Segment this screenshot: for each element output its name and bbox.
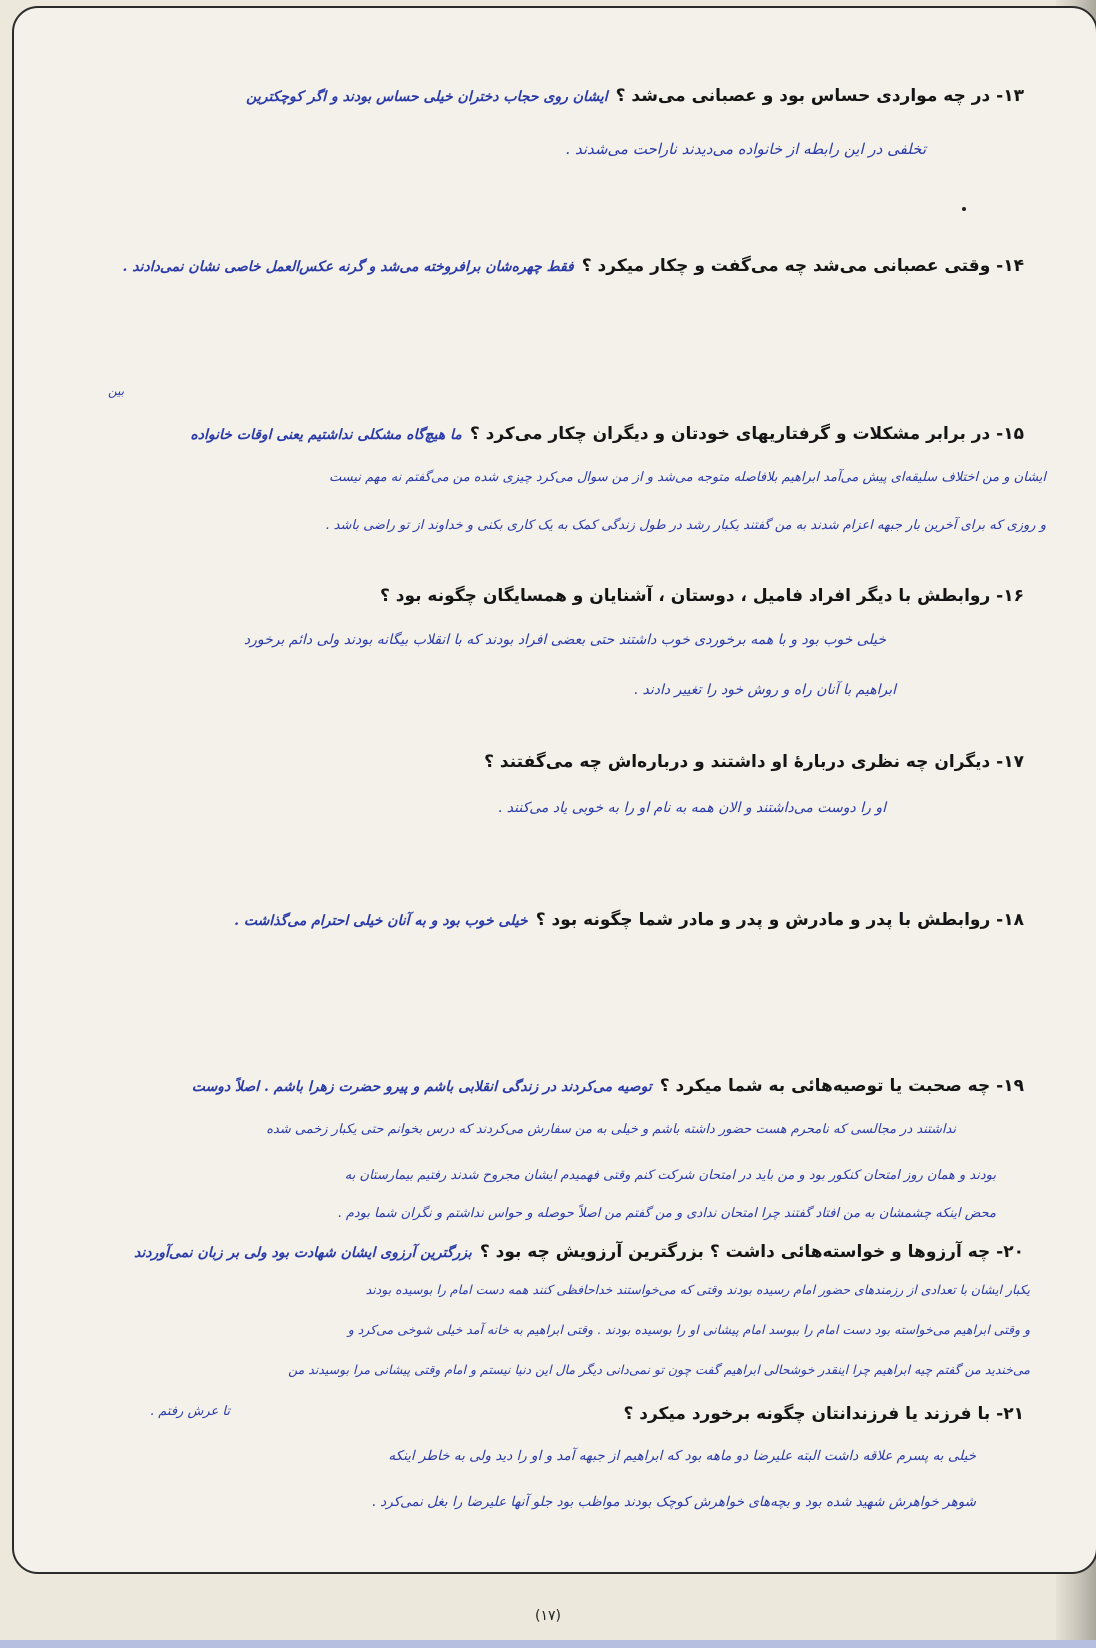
question-14-text: ۱۴- وقتی عصبانی می‌شد چه می‌گفت و چکار میکرد ؟ — [581, 256, 1024, 276]
answer-21-line-2: شوهر خواهرش شهید شده بود و بچه‌های خواهرش کوچک بودند مواظب بود جلو آنها علیرضا را بغل نمی‌کرد . — [371, 1494, 976, 1510]
answer-14-inline: فقط چهره‌شان برافروخته می‌شد و گرنه عکس‌العمل خاصی نشان نمی‌دادند . — [122, 259, 574, 275]
question-13 — [246, 86, 1024, 106]
answer-15-inline: ما هیچ‌گاه مشکلی نداشتیم یعنی اوقات خانواده — [190, 427, 462, 443]
answer-20-line-3: می‌خندید من گفتم چیه ابراهیم چرا اینقدر خوشحالی ابراهیم گفت چون تو نمی‌دانی دیگر مال این دنیا نیستم و امام وقتی پیشانی مرا بوسیدند من — [288, 1362, 1030, 1377]
answer-20-line-1: یکبار ایشان با تعدادی از رزمندهای حضور امام رسیده بودند وقتی که می‌خواستند خداحافظی کنند همه دست امام را بوسیده بودند — [365, 1282, 1030, 1297]
answer-20-inline: بزرگترین آرزوی ایشان شهادت بود ولی بر زبان نمی‌آوردند — [134, 1245, 472, 1261]
question-16 — [380, 586, 1024, 606]
answer-13-inline: ایشان روی حجاب دختران خیلی حساس بودند و اگر کوچکترین — [246, 89, 608, 105]
question-14 — [123, 256, 1024, 276]
answer-16-line-1: خیلی خوب بود و با همه برخوردی خوب داشتند حتی بعضی افراد بودند که با انقلاب بیگانه بودند ولی دائم برخورد — [243, 632, 886, 648]
question-20-text: ۲۰- چه آرزوها و خواسته‌هائی داشت ؟ بزرگترین آرزویش چه بود ؟ — [479, 1242, 1024, 1262]
scan-edge-line — [0, 1640, 1096, 1648]
question-19 — [192, 1076, 1024, 1096]
answer-18-inline: خیلی خوب بود و به آنان خیلی احترام می‌گذاشت . — [234, 913, 528, 929]
answer-13-line-1: تخلفی در این رابطه از خانواده می‌دیدند ناراحت می‌شدند . — [565, 140, 926, 158]
answer-20-line-4: تا عرش رفتم . — [150, 1404, 230, 1419]
answer-19-inline: توصیه می‌کردند در زندگی انقلابی باشم و پیرو حضرت زهرا باشم . اصلاً دوست — [191, 1079, 652, 1095]
question-18 — [234, 910, 1024, 930]
answer-21-line-1: خیلی به پسرم علاقه داشت البته علیرضا دو ماهه بود که ابراهیم از جبهه آمد و او را دید ولی به خاطر اینکه — [388, 1448, 976, 1464]
question-18-text: ۱۸- روابطش با پدر و مادرش و پدر و مادر شما چگونه بود ؟ — [535, 910, 1024, 930]
question-16-text: ۱۶- روابطش با دیگر افراد فامیل ، دوستان ، آشنایان و همسایگان چگونه بود ؟ — [379, 586, 1024, 606]
answer-15-line-2: و روزی که برای آخرین بار جبهه اعزام شدند به من گفتند یکبار رشد در طول زندگی کمک به یک کاری بکنی و خداوند از تو راضی باشد . — [325, 518, 1046, 533]
question-13-text: ۱۳- در چه مواردی حساس بود و عصبانی می‌شد ؟ — [615, 86, 1024, 106]
answer-19-line-1: نداشتند در مجالسی که نامحرم هست حضور داشته باشم و خیلی به من سفارش می‌کردند که درس بخوانم حتی یکبار زخمی شده — [266, 1122, 956, 1137]
answer-16-line-2: ابراهیم با آنان راه و روش خود را تغییر دادند . — [633, 682, 896, 698]
answer-15-line-1: ایشان و من اختلاف سلیقه‌ای پیش می‌آمد ابراهیم بلافاصله متوجه می‌شد و از من سوال می‌کرد چیزی شده من می‌گفتم نه مهم نیست — [329, 470, 1046, 485]
stray-mark — [962, 207, 966, 211]
question-21-text: ۲۱- با فرزند یا فرزندانتان چگونه برخورد میکرد ؟ — [623, 1404, 1024, 1424]
answer-17-line-1: او را دوست می‌داشتند و الان همه به نام او را به خوبی یاد می‌کنند . — [497, 800, 886, 816]
answer-19-line-2: بودند و همان روز امتحان کنکور بود و من باید در امتحان شرکت کنم وقتی فهمیدم ایشان مجروح شدند رفتیم بیمارستان به — [344, 1168, 996, 1183]
question-17-text: ۱۷- دیگران چه نظری دربارهٔ او داشتند و درباره‌اش چه می‌گفتند ؟ — [484, 752, 1024, 772]
question-15 — [190, 424, 1024, 444]
answer-15-note: بین — [108, 384, 125, 398]
question-19-text: ۱۹- چه صحبت یا توصیه‌هائی به شما میکرد ؟ — [659, 1076, 1024, 1096]
question-17 — [484, 752, 1024, 772]
question-21 — [623, 1404, 1024, 1424]
question-20 — [134, 1242, 1024, 1262]
answer-20-line-2: و وقتی ابراهیم می‌خواسته بود دست امام را ببوسد امام پیشانی او را بوسیده بودند . وقتی ابراهیم به خانه آمد خیلی شوخی می‌کرد و — [347, 1322, 1030, 1337]
page-number: (۱۷) — [535, 1608, 561, 1624]
question-15-text: ۱۵- در برابر مشکلات و گرفتاریهای خودتان و دیگران چکار می‌کرد ؟ — [469, 424, 1024, 444]
answer-19-line-3: محض اینکه چشمشان به من افتاد گفتند چرا امتحان ندادی و من گفتم من اصلاً حوصله و حواس نداشتم و نگران شما بودم . — [337, 1206, 996, 1221]
